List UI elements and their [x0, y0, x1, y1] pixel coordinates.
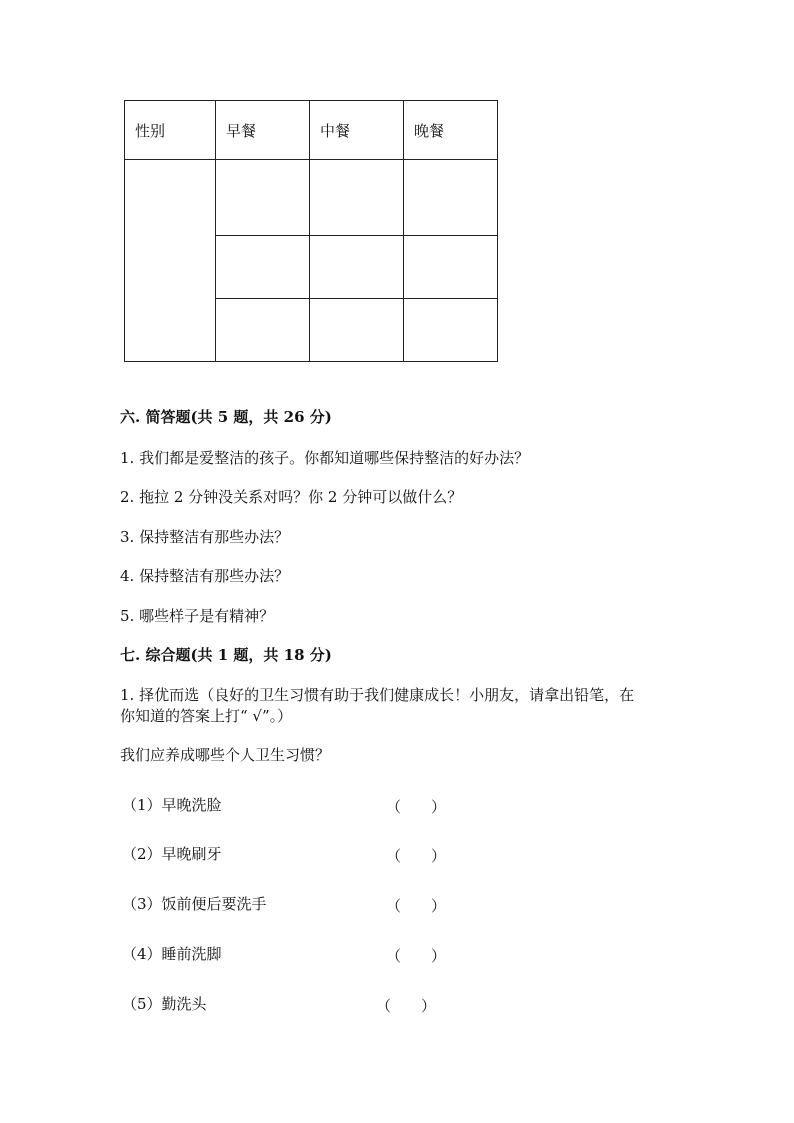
- table-cell[interactable]: [404, 160, 498, 236]
- habit-item-5-label: （5）勤洗头: [122, 995, 207, 1013]
- habit-item-1-label: （1）早晚洗脸: [122, 796, 222, 814]
- section7-question-line1: 1. 择优而选（良好的卫生习惯有助于我们健康成长！小朋友，请拿出铅笔，在: [120, 686, 635, 704]
- table-header-gender: 性别: [125, 101, 216, 160]
- table-cell[interactable]: [310, 299, 404, 362]
- section7-question-line2: 你知道的答案上打“ √”。）: [120, 707, 293, 725]
- section6-question-1: 1. 我们都是爱整洁的孩子。你都知道哪些保持整洁的好办法？: [120, 449, 530, 467]
- table-cell[interactable]: [310, 160, 404, 236]
- section6-question-3: 3. 保持整洁有那些办法？: [120, 528, 290, 546]
- section7-title: 七. 综合题(共 1 题，共 18 分): [120, 646, 332, 664]
- table-header-row: [125, 101, 498, 160]
- table-header-lunch: 中餐: [310, 101, 404, 160]
- table-cell[interactable]: [310, 236, 404, 299]
- table-cell[interactable]: [404, 236, 498, 299]
- habit-item-3-answer-blank[interactable]: （ ）: [386, 897, 447, 915]
- habit-item-3-label: （3）饭前便后要洗手: [122, 895, 267, 913]
- meal-table: [124, 100, 498, 362]
- table-header-dinner: 晚餐: [404, 101, 498, 160]
- table-header-breakfast: 早餐: [216, 101, 310, 160]
- habit-item-4-label: （4）睡前洗脚: [122, 945, 222, 963]
- table-row: [125, 160, 498, 236]
- table-cell-gender[interactable]: [125, 160, 216, 362]
- section6-title: 六. 简答题(共 5 题，共 26 分): [120, 408, 332, 426]
- section6-question-2: 2. 拖拉 2 分钟没关系对吗？你 2 分钟可以做什么？: [120, 488, 463, 506]
- section6-question-5: 5. 哪些样子是有精神？: [120, 607, 275, 625]
- section7-prompt: 我们应养成哪些个人卫生习惯？: [120, 746, 331, 764]
- table-cell[interactable]: [216, 160, 310, 236]
- habit-item-1-answer-blank[interactable]: （ ）: [386, 798, 447, 816]
- habit-item-2-answer-blank[interactable]: （ ）: [386, 847, 447, 865]
- habit-item-4-answer-blank[interactable]: （ ）: [386, 947, 447, 965]
- habit-item-2-label: （2）早晚刷牙: [122, 845, 222, 863]
- section6-question-4: 4. 保持整洁有那些办法？: [120, 567, 290, 585]
- table-cell[interactable]: [216, 236, 310, 299]
- habit-item-5-answer-blank[interactable]: （ ）: [376, 997, 437, 1015]
- table-cell[interactable]: [404, 299, 498, 362]
- table-cell[interactable]: [216, 299, 310, 362]
